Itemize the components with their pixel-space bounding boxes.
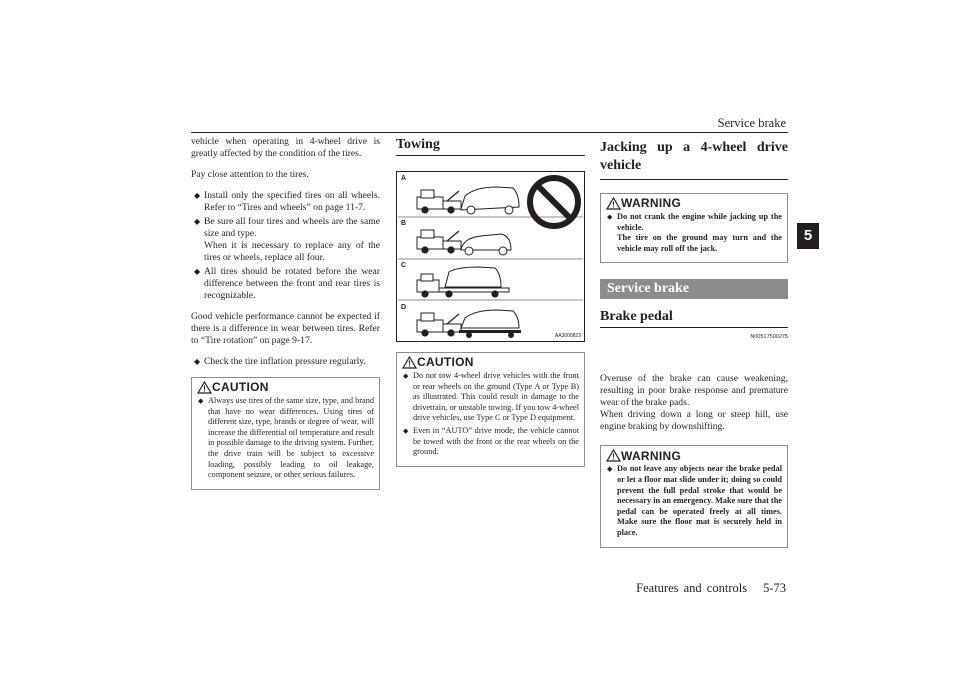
pedal-warning-box xyxy=(600,445,788,547)
list-item: ◆ All tires should be rotated before the wear difference between the front and rear tires is recognizable. xyxy=(191,266,380,302)
attention-paragraph: Pay close attention to the tires. xyxy=(191,169,309,180)
running-header-title: Service brake xyxy=(717,116,786,130)
jacking-heading: Jacking up a 4-wheel drive vehicle xyxy=(600,136,788,180)
page-footer xyxy=(636,581,786,596)
section-code: N00517500275 xyxy=(750,334,788,341)
diagram-code: AA3000823 xyxy=(554,333,581,339)
chapter-tab: 5 xyxy=(797,223,819,249)
caution-label: CAUTION xyxy=(212,380,269,395)
svg-text:C: C xyxy=(401,262,407,269)
list-item: ◆ Even in “AUTO” drive mode, the vehicle cannot be towed with the front or the rear wheels on the ground. xyxy=(402,426,579,458)
left-column xyxy=(191,136,380,490)
intro-paragraph: vehicle when operating in 4-wheel drive is greatly affected by the condition of the tires. xyxy=(191,136,380,159)
tire-caution-box xyxy=(191,377,380,490)
svg-text:B: B xyxy=(401,220,407,227)
towing-illustration xyxy=(397,172,584,341)
warning-triangle-icon xyxy=(606,197,621,210)
service-brake-section-bar: Service brake xyxy=(600,279,788,299)
list-item: ◆ Do not tow 4-wheel drive vehicles with the front or rear wheels on the ground (Type A or Type B) as illustrated. This could result in damage to the drivetrain, or unstable towing. If you tow 4-wheel drive vehicles, use Type C or Type D equipment. xyxy=(402,371,579,424)
svg-text:!: ! xyxy=(612,200,615,210)
svg-text:!: ! xyxy=(203,384,206,394)
brake-pedal-heading: Brake pedal xyxy=(600,309,788,328)
warning-label: WARNING xyxy=(621,196,682,211)
list-item: ◆ Be sure all four tires and wheels are the same size and type. When it is necessary to replace any of the tires or wheels, replace all four. xyxy=(191,216,380,264)
list-item: ◆ Do not crank the engine while jacking up the vehicle. The tire on the ground may turn and the vehicle may roll off the jack. xyxy=(606,212,782,254)
caution-triangle-icon xyxy=(402,356,417,369)
middle-column xyxy=(396,136,585,156)
svg-text:!: ! xyxy=(612,452,615,462)
warning-triangle-icon xyxy=(606,449,621,462)
list-item: ◆ Do not leave any objects near the brake pedal or let a floor mat slide under it; doing so could prevent the full pedal stroke that would be necessary in an emergency. Make sure that the pedal can be operated freely at all times. Make sure the floor mat is securely held in place. xyxy=(606,464,782,538)
towing-caution-wrap xyxy=(396,352,585,467)
towing-caution-box xyxy=(396,352,585,467)
brake-body-paragraph-2: When driving down a long or steep hill, use engine braking by downshifting. xyxy=(600,409,788,433)
caution-triangle-icon xyxy=(197,381,212,394)
right-column xyxy=(600,136,788,548)
jacking-warning-box xyxy=(600,193,788,263)
warning-label: WARNING xyxy=(621,448,682,463)
svg-text:D: D xyxy=(401,304,407,311)
tire-bullet-list xyxy=(191,190,380,302)
performance-paragraph: Good vehicle performance cannot be expected if there is a difference in wear between tires. Refer to “Tire rotation” on page 9-17. xyxy=(191,311,380,346)
header-rule xyxy=(191,132,788,133)
footer-page-number: 5-73 xyxy=(763,581,786,595)
list-item: ◆ Install only the specified tires on all wheels. Refer to “Tires and wheels” on page 11-7. xyxy=(191,190,380,214)
svg-text:!: ! xyxy=(408,359,411,369)
list-item: ◆ Always use tires of the same size, type, and brand that have no wear differences. Using tires of different size, type, brands or degree of wear, will increase the differential oil temperature and result in possible damage to the driving system. Further, the drive train will be subject to excessive loading, possibly leading to oil leakage, component seizure, or other serious failures. xyxy=(197,396,374,481)
caution-label: CAUTION xyxy=(417,355,474,370)
list-item: ◆ Check the tire inflation pressure regularly. xyxy=(191,356,380,368)
brake-body-paragraph-1: Overuse of the brake can cause weakening, resulting in poor brake response and premature wear of the brake pads. xyxy=(600,373,788,409)
svg-text:A: A xyxy=(401,175,407,182)
towing-diagram xyxy=(396,171,585,342)
footer-chapter-name: Features and controls xyxy=(636,581,748,595)
check-bullet-list xyxy=(191,356,380,368)
towing-heading: Towing xyxy=(396,136,585,156)
